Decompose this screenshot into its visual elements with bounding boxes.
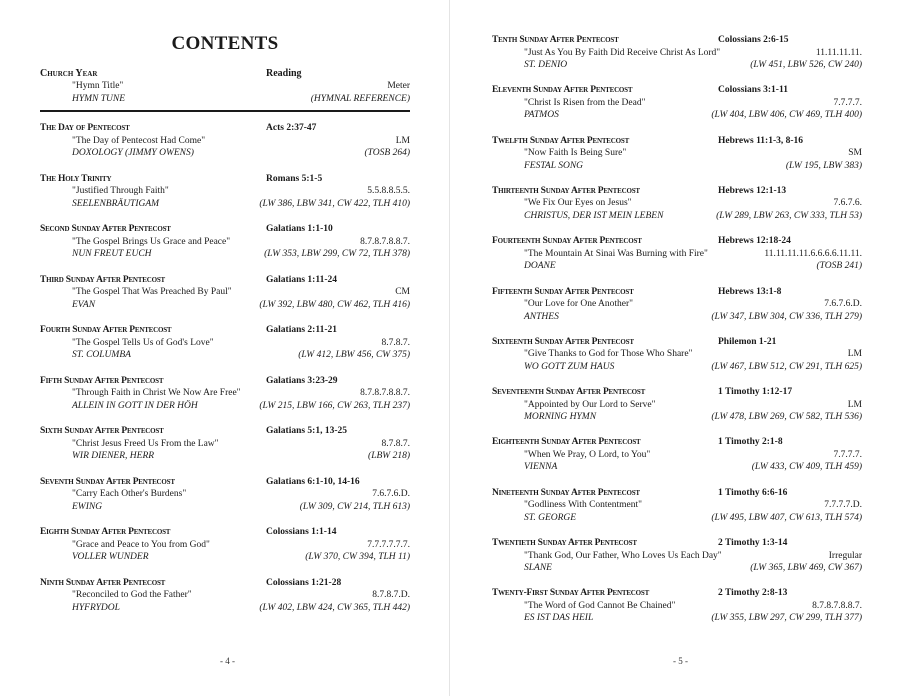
hymnal-reference: (LW 478, LBW 269, CW 582, TLH 536) xyxy=(711,412,862,423)
contents-entry xyxy=(492,186,862,224)
contents-entry xyxy=(40,275,410,313)
hymn-tune: PATMOS xyxy=(524,110,559,121)
hymnal-reference: (LBW 218) xyxy=(368,451,410,461)
sunday-name: Fifteenth Sunday After Pentecost xyxy=(492,286,634,297)
reading: Colossians 2:6-15 xyxy=(718,35,789,45)
hymnal-reference: (LW 495, LBW 407, CW 613, TLH 574) xyxy=(711,512,862,523)
hymn-meter: 7.7.7.7.7.7. xyxy=(367,539,410,550)
hymnal-reference: (LW 451, LBW 526, CW 240) xyxy=(750,60,862,70)
contents-entry xyxy=(40,174,410,212)
hymn-tune: WO GOTT ZUM HAUS xyxy=(524,361,615,372)
hymn-meter: LM xyxy=(847,349,862,360)
reading: Hebrews 12:1-13 xyxy=(718,185,787,196)
hymn-tune: MORNING HYMN xyxy=(524,412,597,423)
hymn-title: "Thank God, Our Father, Who Loves Us Each Day" xyxy=(524,550,722,561)
hymnal-reference: (TOSB 241) xyxy=(816,261,862,272)
contents-entry xyxy=(492,136,862,174)
hymn-title: "The Word of God Cannot Be Chained" xyxy=(524,600,676,611)
contents-entry xyxy=(492,488,862,526)
hymn-title: "The Mountain At Sinai Was Burning with Fire" xyxy=(524,248,708,259)
contents-entry xyxy=(492,337,862,375)
hymn-meter: CM xyxy=(395,287,410,297)
page-number-right: - 5 - xyxy=(673,656,688,666)
hymn-title: "Carry Each Other's Burdens" xyxy=(72,489,187,499)
reading: Galatians 3:23-29 xyxy=(266,375,338,386)
reading: Philemon 1-21 xyxy=(718,336,777,347)
sunday-name: Ninth Sunday After Pentecost xyxy=(40,577,166,588)
contents-entry xyxy=(492,387,862,425)
hymn-title: "Reconciled to God the Father" xyxy=(72,590,192,600)
reading: Galatians 1:11-24 xyxy=(266,274,337,285)
hymnal-reference: (LW 353, LBW 299, CW 72, TLH 378) xyxy=(264,249,410,259)
sunday-name: Eighteenth Sunday After Pentecost xyxy=(492,437,641,448)
sunday-name: Sixth Sunday After Pentecost xyxy=(40,426,164,436)
contents-entry xyxy=(492,85,862,123)
hymn-meter: 8.7.8.7. xyxy=(381,337,410,348)
hymn-meter: 11.11.11.11. xyxy=(815,47,862,58)
hymn-title: "Grace and Peace to You from God" xyxy=(72,539,210,550)
sunday-name: Twelfth Sunday After Pentecost xyxy=(492,135,630,146)
sunday-name: Sixteenth Sunday After Pentecost xyxy=(492,336,634,347)
contents-entry xyxy=(492,287,862,325)
contents-entry xyxy=(492,437,862,475)
sunday-name: Seventh Sunday After Pentecost xyxy=(40,476,175,487)
hymn-tune: EVAN xyxy=(72,299,96,310)
hymn-title: "The Gospel That Was Preached By Paul" xyxy=(72,287,232,297)
hymn-tune: SLANE xyxy=(524,563,552,573)
sunday-name: Fourth Sunday After Pentecost xyxy=(40,325,172,335)
hymn-title: "Now Faith Is Being Sure" xyxy=(524,148,627,159)
hymn-tune: VOLLER WUNDER xyxy=(72,552,149,562)
reading: Galatians 2:11-21 xyxy=(266,325,337,335)
reading: Galatians 5:1, 13-25 xyxy=(266,426,348,436)
reading: Colossians 1:1-14 xyxy=(266,527,337,537)
hymnal-reference: (LW 370, CW 394, TLH 11) xyxy=(305,552,410,562)
hymn-meter: 8.7.8.7.8.8.7. xyxy=(360,236,410,247)
hymn-title: "Justified Through Faith" xyxy=(72,186,169,196)
sunday-name: Nineteenth Sunday After Pentecost xyxy=(492,487,640,498)
hymn-title: "Christ Jesus Freed Us From the Law" xyxy=(72,438,219,449)
legend-hymn-title: "Hymn Title" xyxy=(72,81,124,91)
hymnal-reference: (LW 433, CW 409, TLH 459) xyxy=(751,462,862,473)
hymn-meter: SM xyxy=(848,148,862,159)
reading: 1 Timothy 2:1-8 xyxy=(718,437,783,448)
reading: 2 Timothy 2:8-13 xyxy=(718,588,788,599)
page-number-left: - 4 - xyxy=(220,656,235,666)
legend-hymnal-reference: (HYMNAL REFERENCE) xyxy=(310,94,410,104)
hymnal-reference: (TOSB 264) xyxy=(364,148,410,158)
reading: 1 Timothy 1:12-17 xyxy=(718,387,793,398)
legend xyxy=(40,68,410,112)
legend-reading: Reading xyxy=(266,68,302,79)
hymn-title: "Godliness With Contentment" xyxy=(524,500,643,511)
legend-meter: Meter xyxy=(387,81,410,91)
hymn-tune: VIENNA xyxy=(524,462,558,473)
hymn-meter: LM xyxy=(847,399,862,410)
reading: 1 Timothy 6:6-16 xyxy=(718,487,788,498)
contents-entry xyxy=(40,477,410,515)
contents-entry xyxy=(492,538,862,576)
hymn-meter: 7.6.7.6.D. xyxy=(824,299,862,309)
hymnal-reference: (LW 355, LBW 297, CW 299, TLH 377) xyxy=(711,613,862,624)
hymnal-reference: (LW 195, LBW 383) xyxy=(785,160,862,171)
right-page xyxy=(450,0,900,696)
hymnal-reference: (LW 309, CW 214, TLH 613) xyxy=(299,501,410,512)
hymn-meter: 7.6.7.6. xyxy=(833,198,862,209)
contents-entry xyxy=(492,588,862,626)
hymn-tune: DOXOLOGY (JIMMY OWENS) xyxy=(72,148,194,158)
contents-entry xyxy=(40,376,410,414)
hymn-title: "Just As You By Faith Did Receive Christ As Lord" xyxy=(524,47,721,58)
hymnal-reference: (LW 386, LBW 341, CW 422, TLH 410) xyxy=(259,198,410,209)
legend-divider xyxy=(40,110,410,112)
hymnal-reference: (LW 404, LBW 406, CW 469, TLH 400) xyxy=(711,110,862,121)
hymn-meter: 7.6.7.6.D. xyxy=(372,489,410,499)
hymn-tune: ST. GEORGE xyxy=(524,512,577,523)
hymn-meter: 7.7.7.7.D. xyxy=(824,500,862,511)
legend-hymn-tune: HYMN TUNE xyxy=(72,94,126,104)
contents-entry xyxy=(40,224,410,262)
hymnal-reference: (LW 289, LBW 263, CW 333, TLH 53) xyxy=(716,210,862,221)
hymn-tune: CHRISTUS, DER IST MEIN LEBEN xyxy=(524,210,664,221)
hymn-meter: 7.7.7.7. xyxy=(833,97,862,108)
legend-church-year: Church Year xyxy=(40,68,98,79)
hymn-tune: ES IST DAS HEIL xyxy=(524,613,594,624)
contents-entry xyxy=(492,236,862,274)
sunday-name: The Day of Pentecost xyxy=(40,123,130,133)
hymn-meter: Irregular xyxy=(828,550,862,561)
hymn-title: "We Fix Our Eyes on Jesus" xyxy=(524,198,632,209)
sunday-name: Third Sunday After Pentecost xyxy=(40,274,165,285)
hymn-title: "Through Faith in Christ We Now Are Free" xyxy=(72,388,241,398)
hymn-meter: LM xyxy=(395,135,410,146)
hymn-tune: WIR DIENER, HERR xyxy=(72,451,155,461)
sunday-name: Second Sunday After Pentecost xyxy=(40,224,171,234)
hymnal-reference: (LW 402, LBW 424, CW 365, TLH 442) xyxy=(259,602,410,613)
hymn-title: "The Day of Pentecost Had Come" xyxy=(72,135,206,146)
hymn-meter: 5.5.8.8.5.5. xyxy=(367,186,410,196)
hymn-title: "When We Pray, O Lord, to You" xyxy=(524,449,651,460)
hymnal-reference: (LW 365, LBW 469, CW 367) xyxy=(750,563,862,573)
sunday-name: Eleventh Sunday After Pentecost xyxy=(492,85,633,96)
reading: Hebrews 13:1-8 xyxy=(718,286,782,297)
contents-entry xyxy=(40,325,410,363)
sunday-name: Eighth Sunday After Pentecost xyxy=(40,527,171,537)
hymn-tune: DOANE xyxy=(524,261,556,272)
hymn-tune: NUN FREUT EUCH xyxy=(72,249,152,259)
hymn-title: "Christ Is Risen from the Dead" xyxy=(524,97,646,108)
hymn-meter: 8.7.8.7.D. xyxy=(372,590,410,600)
page-title: CONTENTS xyxy=(171,33,279,54)
reading: Galatians 6:1-10, 14-16 xyxy=(266,476,360,487)
reading: Romans 5:1-5 xyxy=(266,173,323,184)
hymn-tune: FESTAL SONG xyxy=(524,160,584,171)
hymn-title: "Appointed by Our Lord to Serve" xyxy=(524,399,656,410)
reading: Hebrews 11:1-3, 8-16 xyxy=(718,135,804,146)
sunday-name: Fifth Sunday After Pentecost xyxy=(40,375,164,386)
sunday-name: Fourteenth Sunday After Pentecost xyxy=(492,236,642,247)
hymn-title: "Give Thanks to God for Those Who Share" xyxy=(524,349,693,360)
hymn-meter: 8.7.8.7.8.8.7. xyxy=(812,600,862,611)
hymnal-reference: (LW 412, LBW 456, CW 375) xyxy=(298,350,410,360)
hymnal-reference: (LW 215, LBW 166, CW 263, TLH 237) xyxy=(259,400,410,411)
contents-entry xyxy=(40,578,410,616)
contents-entry xyxy=(40,426,410,464)
reading: Acts 2:37-47 xyxy=(266,123,317,133)
hymn-meter: 7.7.7.7. xyxy=(833,449,862,460)
reading: Galatians 1:1-10 xyxy=(266,224,333,234)
sunday-name: Tenth Sunday After Pentecost xyxy=(492,35,619,45)
hymn-title: "Our Love for One Another" xyxy=(524,299,634,309)
contents-entry xyxy=(40,123,410,161)
hymn-tune: EWING xyxy=(72,501,103,512)
contents-entry xyxy=(40,527,410,565)
sunday-name: The Holy Trinity xyxy=(40,173,112,184)
hymnal-reference: (LW 392, LBW 480, CW 462, TLH 416) xyxy=(259,299,410,310)
sunday-name: Thirteenth Sunday After Pentecost xyxy=(492,185,640,196)
reading: Colossians 3:1-11 xyxy=(718,85,788,96)
hymn-tune: ST. DENIO xyxy=(524,60,568,70)
reading: 2 Timothy 1:3-14 xyxy=(718,538,788,548)
hymn-tune: ALLEIN IN GOTT IN DER HÖH xyxy=(72,400,198,411)
hymnal-reference: (LW 467, LBW 512, CW 291, TLH 625) xyxy=(711,361,862,372)
sunday-name: Seventeenth Sunday After Pentecost xyxy=(492,387,646,398)
hymn-title: "The Gospel Brings Us Grace and Peace" xyxy=(72,236,231,247)
hymn-tune: SEELENBRÄUTIGAM xyxy=(72,198,160,209)
reading: Hebrews 12:18-24 xyxy=(718,236,791,247)
hymn-tune: ANTHES xyxy=(524,311,559,322)
hymnal-reference: (LW 347, LBW 304, CW 336, TLH 279) xyxy=(711,311,862,322)
hymn-title: "The Gospel Tells Us of God's Love" xyxy=(72,337,214,348)
contents-entry xyxy=(492,35,862,73)
hymn-meter: 8.7.8.7.8.8.7. xyxy=(360,388,410,398)
hymn-meter: 8.7.8.7. xyxy=(381,438,410,449)
hymn-tune: ST. COLUMBA xyxy=(72,350,131,360)
hymn-meter: 11.11.11.11.6.6.6.6.11.11. xyxy=(764,248,862,259)
sunday-name: Twentieth Sunday After Pentecost xyxy=(492,538,637,548)
sunday-name: Twenty-First Sunday After Pentecost xyxy=(492,588,650,599)
reading: Colossians 1:21-28 xyxy=(266,577,342,588)
hymn-tune: HYFRYDOL xyxy=(72,602,120,613)
